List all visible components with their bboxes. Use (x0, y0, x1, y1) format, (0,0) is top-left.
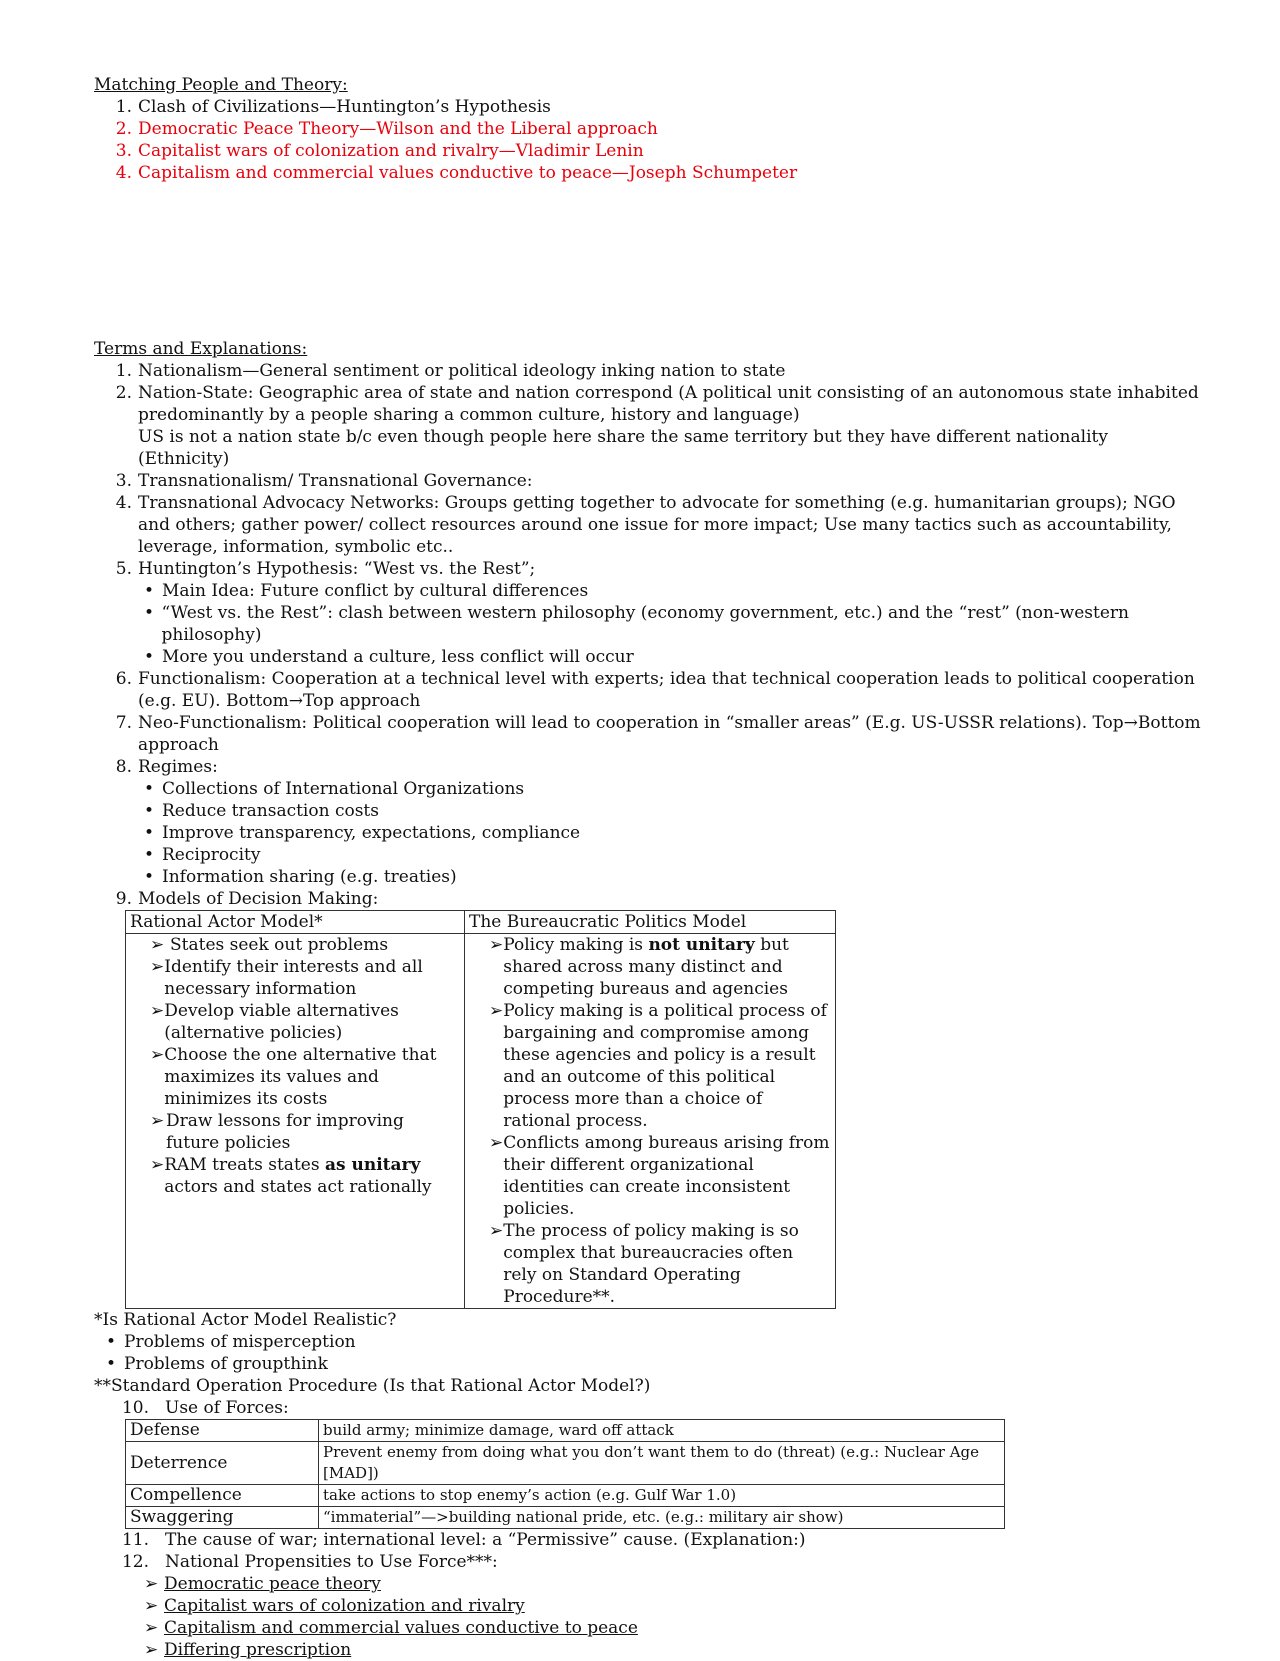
table-row: Compellence take actions to stop enemy’s action (e.g. Gulf War 1.0) (126, 1485, 1005, 1507)
list-item: 11. The cause of war; international level: a “Permissive” cause. (Explanation:) (121, 1530, 806, 1550)
list-item: 1. Clash of Civilizations—Huntington’s Hypothesis (115, 97, 551, 117)
list-item: 9. Models of Decision Making: (115, 889, 379, 909)
list-item: 3. Capitalist wars of colonization and rivalry—Vladimir Lenin (115, 141, 644, 161)
table-row: Swaggering “immaterial”—>building national pride, etc. (e.g.: military air show) (126, 1507, 1005, 1529)
list-item: 3. Transnationalism/ Transnational Governance: (115, 471, 533, 491)
list-item: 10. Use of Forces: (121, 1398, 289, 1418)
propensity-links: ➢ Democratic peace theory ➢ Capitalist wars of colonization and rivalry ➢ Capitalism and commercial values conductive to peace ➢ Differing prescription (144, 1574, 638, 1660)
list-item: 5. Huntington’s Hypothesis: “West vs. the Rest”; (115, 559, 536, 579)
terms-heading: Terms and Explanations: (94, 339, 308, 359)
bureaucratic-cell: ➢ Policy making is not unitary but shared across many distinct and competing bureaus and agencies ➢ Policy making is a political process of bargaining and compromise among these agencies and policy is a result and an outcome of this political process more than a choice of rational process. ➢ Conflicts among bureaus arising from their different organizational identities can create inconsistent policies. ➢ The process of policy making is so complex that bureaucracies often rely on Standard Operating Procedure**. (465, 934, 836, 1309)
document-page (94, 74, 1204, 1661)
use-of-forces-table (125, 1419, 1005, 1529)
list-item: 6. Functionalism: Cooperation at a technical level with experts; idea that technical cooperation leads to political cooperation (e.g. EU). Bottom→Top approach (115, 669, 1195, 711)
link-democratic-peace[interactable]: Democratic peace theory (164, 1574, 381, 1594)
sop-note: **Standard Operation Procedure (Is that Rational Actor Model?) (94, 1376, 651, 1396)
link-capitalist-wars[interactable]: Capitalist wars of colonization and rivalry (164, 1596, 525, 1616)
list-item: 8. Regimes: (115, 757, 218, 777)
list-item: 12. National Propensities to Use Force***: (121, 1552, 498, 1572)
rational-actor-cell: ➢ States seek out problems ➢ Identify their interests and all necessary information ➢ Develop viable alternatives (alternative policies) ➢ Choose the one alternative that maximizes its values and minimizes its costs ➢ Draw lessons for improving future policies ➢ RAM treats states as unitary actors and states act rationally (126, 934, 465, 1309)
table-row: Deterrence Prevent enemy from doing what you don’t want them to do (threat) (e.g.: Nuclear Age [MAD]) (126, 1442, 1005, 1485)
list-item: 2. Nation-State: Geographic area of state and nation correspond (A political unit consisting of an autonomous state inhabited predominantly by a people sharing a common culture, history and language) US is not a nation state b/c even though people here share the same territory but they have different nationality (Ethnicity) (115, 383, 1199, 469)
link-differing-prescription[interactable]: Differing prescription (164, 1640, 352, 1660)
matching-heading: Matching People and Theory: (94, 75, 348, 95)
table-row: Defense build army; minimize damage, ward off attack (126, 1420, 1005, 1442)
regimes-bullets: • Collections of International Organizations • Reduce transaction costs • Improve transparency, expectations, compliance • Reciprocity • Information sharing (e.g. treaties) (144, 779, 581, 887)
decision-models-table (125, 910, 836, 1309)
list-item: 7. Neo-Functionalism: Political cooperation will lead to cooperation in “smaller areas” (E.g. US-USSR relations). Top→Bottom approach (115, 713, 1201, 755)
list-item: 1. Nationalism—General sentiment or political ideology inking nation to state (115, 361, 786, 381)
ram-question: *Is Rational Actor Model Realistic? (94, 1310, 397, 1330)
list-item: 2. Democratic Peace Theory—Wilson and the Liberal approach (115, 119, 658, 139)
huntington-bullets: • Main Idea: Future conflict by cultural differences • “West vs. the Rest”: clash between western philosophy (economy government, etc.) and the “rest” (non-western philosophy) • More you understand a culture, less conflict will occur (144, 581, 1129, 667)
list-item: 4. Capitalism and commercial values conductive to peace—Joseph Schumpeter (115, 163, 798, 183)
bureaucratic-header: The Bureaucratic Politics Model (465, 911, 836, 934)
rational-actor-header: Rational Actor Model* (126, 911, 465, 934)
list-item: 4. Transnational Advocacy Networks: Groups getting together to advocate for something (e.g. humanitarian groups); NGO and others; gather power/ collect resources around one issue for more impact; Use many tactics such as accountability, leverage, information, symbolic etc.. (115, 493, 1176, 557)
link-commercial-peace[interactable]: Capitalism and commercial values conductive to peace (164, 1618, 638, 1638)
ram-bullets: • Problems of misperception • Problems of groupthink (106, 1332, 356, 1374)
